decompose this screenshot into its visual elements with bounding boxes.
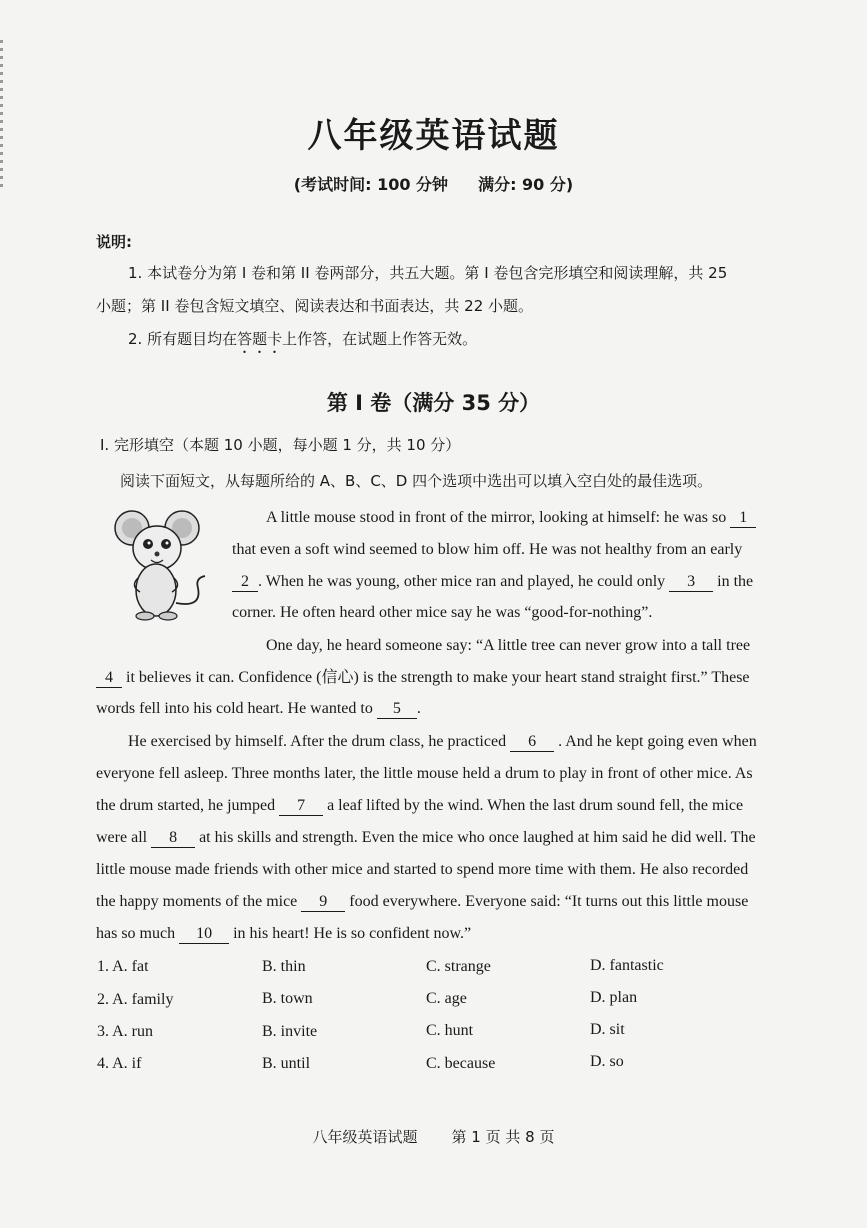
passage-line-1: A little mouse stood in front of the mirror, looking at himself: he was so 1 <box>266 508 756 528</box>
passage-line-9: everyone fell asleep. Three months later, the little mouse held a drum to play in front of other mice. As <box>96 765 753 782</box>
passage-line-11: were all 8 at his skills and strength. Even the mice who once laughed at him said he did well. The <box>96 829 756 846</box>
passage-line-10: the drum started, he jumped 7 a leaf lifted by the wind. When the last drum sound fell, the mice <box>96 797 744 814</box>
option-1-b: B. thin <box>262 958 306 975</box>
option-2-b: B. town <box>262 990 313 1007</box>
exam-time: (考试时间: 100 分钟 <box>293 175 449 194</box>
option-4-a: 4. A. if <box>97 1055 142 1072</box>
blank-2: 2 <box>232 573 258 592</box>
instruction-1-line-1: 1. 本试卷分为第 I 卷和第 II 卷两部分，共五大题。第 I 卷包含完形填空和阅读理解，共 25 <box>128 264 728 282</box>
instruction-1-line-2: 小题；第 II 卷包含短文填空、阅读表达和书面表达，共 22 小题。 <box>96 297 534 315</box>
blank-1: 1 <box>730 509 756 528</box>
option-1-d: D. fantastic <box>590 957 664 974</box>
answer-card-emphasis: 答题卡 <box>237 330 283 348</box>
option-2-a: 2. A. family <box>97 991 174 1008</box>
passage-line-5: One day, he heard someone say: “A little tree can never grow into a tall tree <box>266 637 751 654</box>
passage-line-8: He exercised by himself. After the drum class, he practiced 6 . And he kept going even when <box>128 733 757 750</box>
option-2-c: C. age <box>426 990 467 1007</box>
passage-line-4: corner. He often heard other mice say he was “good-for-nothing”. <box>232 604 653 621</box>
part-1-directions: 阅读下面短文，从每题所给的 A、B、C、D 四个选项中选出可以填入空白处的最佳选项。 <box>120 472 713 490</box>
passage-line-13: the happy moments of the mice 9 food everywhere. Everyone said: “It turns out this little mouse <box>96 893 749 910</box>
passage-line-6: 4 it believes it can. Confidence (信心) is the strength to make your heart stand straight first.” These <box>96 668 750 688</box>
blank-9: 9 <box>301 893 345 912</box>
blank-3: 3 <box>669 573 713 592</box>
exam-score: 满分: 90 分) <box>478 175 574 194</box>
option-3-d: D. sit <box>590 1021 625 1038</box>
section-title: 第 I 卷（满分 35 分） <box>326 391 541 415</box>
option-3-b: B. invite <box>262 1023 318 1040</box>
instructions-label: 说明: <box>96 233 132 251</box>
page-number: 第 1 页 共 8 页 <box>451 1128 555 1146</box>
blank-7: 7 <box>279 797 323 816</box>
option-3-a: 3. A. run <box>97 1023 153 1040</box>
blank-8: 8 <box>151 829 195 848</box>
passage-line-7: words fell into his cold heart. He wanted to 5 . <box>96 700 421 717</box>
exam-subtitle <box>0 172 867 195</box>
blank-4: 4 <box>96 669 122 688</box>
exam-title: 八年级英语试题 <box>307 116 560 156</box>
option-1-c: C. strange <box>426 958 491 975</box>
part-1-heading: I. 完形填空（本题 10 小题，每小题 1 分，共 10 分） <box>100 436 461 454</box>
instruction-2: 2. 所有题目均在答题卡上作答，在试题上作答无效。 <box>128 330 478 348</box>
option-3-c: C. hunt <box>426 1022 474 1039</box>
option-4-d: D. so <box>590 1053 624 1070</box>
option-1-a: 1. A. fat <box>97 958 149 975</box>
option-4-b: B. until <box>262 1055 311 1072</box>
footer-title: 八年级英语试题 <box>312 1128 418 1146</box>
option-2-d: D. plan <box>590 989 638 1006</box>
passage-line-14: has so much 10 in his heart! He is so confident now.” <box>96 925 472 942</box>
mouse-illustration <box>110 508 210 623</box>
blank-10: 10 <box>179 925 229 944</box>
passage-line-3: 2 . When he was young, other mice ran and played, he could only 3 in the <box>232 572 753 592</box>
blank-6: 6 <box>510 733 554 752</box>
page-footer <box>0 1126 867 1147</box>
blank-5: 5 <box>377 700 417 719</box>
passage-line-2: that even a soft wind seemed to blow him off. He was not healthy from an early <box>232 541 743 558</box>
option-4-c: C. because <box>426 1055 496 1072</box>
passage-line-12: little mouse made friends with other mice and started to spend more time with them. He also recorded <box>96 861 749 878</box>
